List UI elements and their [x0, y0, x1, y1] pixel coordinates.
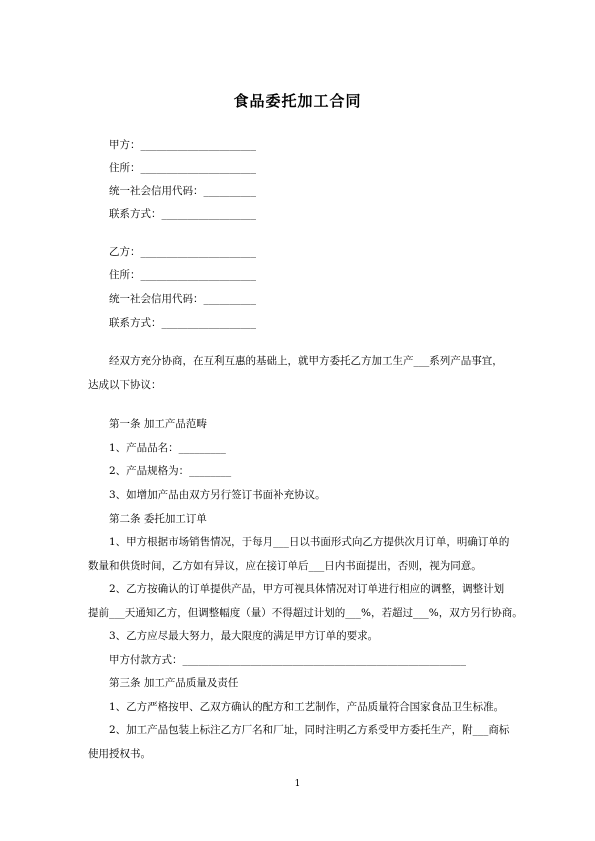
article-1-item-1: 1、产品品名：_________: [109, 442, 226, 454]
article-2-heading: 第二条 委托加工订单: [109, 513, 207, 525]
article-3-heading: 第三条 加工产品质量及责任: [109, 677, 239, 689]
article-3-p1: 1、乙方严格按甲、乙双方确认的配方和工艺制作，产品质量符合国家食品卫生标准。: [109, 701, 505, 713]
article-3-p2-line-2: 使用授权书。: [88, 748, 151, 760]
article-2-p2-line-2: 提前___天通知乙方，但调整幅度（量）不得超过计划的___%，若超过___%，双方另行协商。: [88, 607, 523, 619]
article-3-p2-line-1: 2、加工产品包装上标注乙方厂名和厂址，同时注明乙方系受甲方委托生产，附___商标: [109, 724, 510, 736]
party-b-name-field: 乙方：______________________: [109, 246, 256, 258]
party-a-contact-field: 联系方式：__________________: [109, 208, 256, 220]
intro-line-2: 达成以下协议：: [88, 379, 162, 391]
article-2-p2-line-1: 2、乙方按确认的订单提供产品，甲方可视具体情况对订单进行相应的调整，调整计划: [109, 583, 505, 595]
article-2-p1-line-2: 数量和供货时间，乙方如有异议，应在接订单后___日内书面提出，否则，视为同意。: [88, 560, 482, 572]
article-1-item-2: 2、产品规格为：________: [109, 465, 232, 477]
article-1-heading: 第一条 加工产品范畴: [109, 418, 207, 430]
party-b-credit-code-field: 统一社会信用代码：__________: [109, 293, 256, 305]
payment-method-field: 甲方付款方式：______________________________________________________: [109, 654, 466, 666]
article-1-item-3: 3、如增加产品由双方另行签订书面补充协议。: [109, 489, 326, 501]
article-2-p3: 3、乙方应尽最大努力，最大限度的满足甲方订单的要求。: [109, 630, 379, 642]
party-a-credit-code-field: 统一社会信用代码：__________: [109, 185, 256, 197]
party-b-address-field: 住所：______________________: [109, 269, 256, 281]
party-a-name-field: 甲方：______________________: [109, 139, 256, 151]
article-2-p1-line-1: 1、甲方根据市场销售情况，于每月___日以书面形式向乙方提供次月订单，明确订单的: [109, 536, 510, 548]
contract-title: 食品委托加工合同: [233, 92, 362, 110]
party-a-address-field: 住所：______________________: [109, 162, 256, 174]
intro-line-1: 经双方充分协商，在互利互惠的基础上，就甲方委托乙方加工生产___系列产品事宜，: [109, 355, 503, 367]
party-b-contact-field: 联系方式：__________________: [109, 317, 256, 329]
page-number: 1: [294, 779, 301, 789]
